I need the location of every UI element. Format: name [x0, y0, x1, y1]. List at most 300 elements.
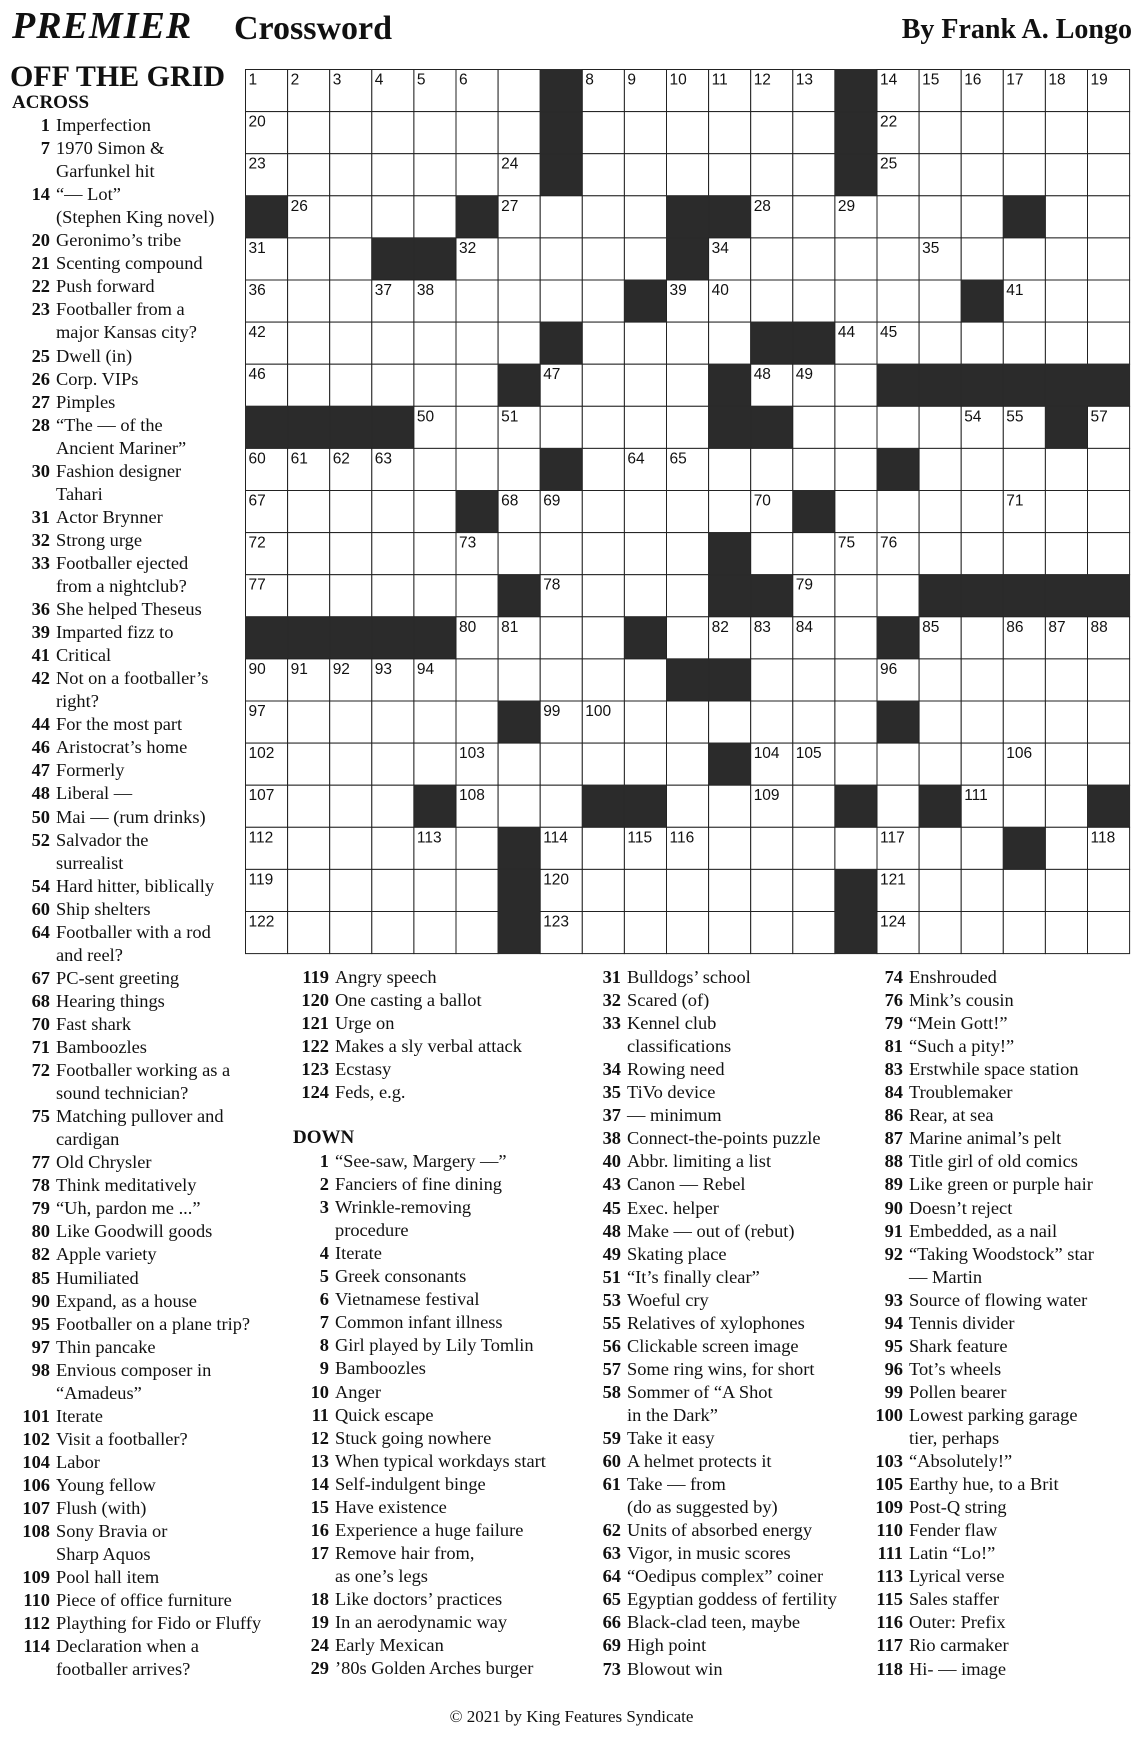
grid-cell[interactable] — [414, 448, 456, 490]
grid-cell[interactable] — [793, 448, 835, 490]
grid-cell[interactable] — [288, 533, 330, 575]
grid-cell[interactable] — [667, 869, 709, 911]
grid-cell[interactable] — [624, 322, 666, 364]
grid-cell[interactable] — [751, 112, 793, 154]
grid-cell[interactable] — [835, 280, 877, 322]
grid-cell[interactable] — [330, 364, 372, 406]
grid-cell[interactable] — [582, 112, 624, 154]
grid-cell[interactable] — [372, 785, 414, 827]
grid-cell[interactable] — [919, 448, 961, 490]
grid-cell[interactable] — [624, 533, 666, 575]
cell-number: 88 — [1090, 618, 1108, 636]
grid-cell[interactable] — [330, 869, 372, 911]
grid-cell[interactable] — [919, 406, 961, 448]
grid-cell[interactable] — [667, 406, 709, 448]
grid-cell[interactable] — [372, 322, 414, 364]
grid-cell[interactable] — [540, 533, 582, 575]
grid-cell[interactable] — [624, 701, 666, 743]
grid-cell[interactable] — [709, 448, 751, 490]
grid-cell[interactable] — [330, 112, 372, 154]
clue-text: Ship shelters — [56, 898, 151, 919]
grid-cell[interactable] — [835, 448, 877, 490]
grid-cell[interactable] — [835, 701, 877, 743]
grid-cell[interactable] — [835, 659, 877, 701]
grid-cell[interactable] — [751, 238, 793, 280]
grid-cell[interactable] — [288, 322, 330, 364]
grid-cell[interactable] — [372, 491, 414, 533]
grid-cell[interactable] — [414, 912, 456, 954]
clue-text: “Mein Gott!” — [909, 1013, 1008, 1034]
grid-cell[interactable] — [919, 154, 961, 196]
grid-cell[interactable] — [372, 196, 414, 238]
grid-cell[interactable] — [667, 533, 709, 575]
grid-cell[interactable] — [288, 912, 330, 954]
grid-cell[interactable] — [582, 238, 624, 280]
clue-text: Young fellow — [56, 1474, 156, 1495]
grid-cell[interactable] — [372, 112, 414, 154]
grid-cell[interactable] — [1088, 491, 1130, 533]
grid-cell[interactable] — [667, 322, 709, 364]
grid-cell[interactable] — [793, 912, 835, 954]
grid-cell[interactable] — [667, 912, 709, 954]
grid-cell[interactable] — [456, 322, 498, 364]
grid-cell[interactable] — [667, 112, 709, 154]
grid-cell[interactable] — [582, 448, 624, 490]
grid-cell[interactable] — [372, 912, 414, 954]
cell-number: 40 — [711, 282, 729, 299]
grid-cell[interactable] — [582, 154, 624, 196]
clue-text: Salvador the — [56, 829, 149, 850]
grid-cell[interactable] — [288, 743, 330, 785]
clue-number: 15 — [310, 1496, 329, 1517]
grid-cell[interactable] — [961, 659, 1003, 701]
grid-cell[interactable] — [709, 912, 751, 954]
grid-cell[interactable] — [456, 659, 498, 701]
grid-cell[interactable] — [877, 238, 919, 280]
grid-cell[interactable] — [793, 785, 835, 827]
grid-cell[interactable] — [624, 659, 666, 701]
grid-cell[interactable] — [582, 659, 624, 701]
grid-cell[interactable] — [624, 406, 666, 448]
grid-cell[interactable] — [1088, 154, 1130, 196]
grid-cell[interactable] — [835, 491, 877, 533]
grid-cell[interactable] — [582, 406, 624, 448]
grid-cell[interactable] — [372, 869, 414, 911]
grid-cell[interactable] — [1088, 280, 1130, 322]
grid-cell[interactable] — [456, 869, 498, 911]
black-square — [1088, 575, 1130, 617]
grid-cell[interactable] — [667, 785, 709, 827]
grid-cell[interactable] — [582, 322, 624, 364]
grid-cell[interactable] — [793, 406, 835, 448]
grid-cell[interactable] — [1088, 448, 1130, 490]
grid-cell[interactable] — [1088, 869, 1130, 911]
grid-cell[interactable] — [1045, 154, 1087, 196]
grid-cell[interactable] — [498, 659, 540, 701]
grid-cell[interactable] — [709, 701, 751, 743]
grid-cell[interactable] — [961, 701, 1003, 743]
grid-cell[interactable] — [919, 112, 961, 154]
grid-cell[interactable] — [372, 575, 414, 617]
grid-cell[interactable] — [961, 491, 1003, 533]
grid-cell[interactable] — [667, 743, 709, 785]
grid-cell[interactable] — [624, 869, 666, 911]
grid-cell[interactable] — [498, 238, 540, 280]
cell-number: 80 — [459, 618, 477, 636]
grid-cell[interactable] — [1003, 322, 1045, 364]
grid-cell[interactable] — [961, 238, 1003, 280]
clue-text: (Stephen King novel) — [56, 207, 215, 228]
grid-cell[interactable] — [456, 701, 498, 743]
grid-cell[interactable] — [540, 238, 582, 280]
grid-cell[interactable] — [835, 617, 877, 659]
grid-cell[interactable] — [540, 785, 582, 827]
grid-cell[interactable] — [877, 196, 919, 238]
grid-cell[interactable] — [498, 533, 540, 575]
grid-cell[interactable] — [919, 912, 961, 954]
grid-cell[interactable] — [1088, 112, 1130, 154]
grid-cell[interactable] — [582, 491, 624, 533]
grid-cell[interactable] — [498, 70, 540, 112]
grid-cell[interactable] — [709, 491, 751, 533]
grid-cell[interactable] — [709, 322, 751, 364]
grid-cell[interactable] — [498, 743, 540, 785]
grid-cell[interactable] — [919, 533, 961, 575]
grid-cell[interactable] — [667, 617, 709, 659]
grid-cell[interactable] — [414, 364, 456, 406]
grid-cell[interactable] — [414, 869, 456, 911]
grid-cell[interactable] — [498, 448, 540, 490]
grid-cell[interactable] — [456, 827, 498, 869]
grid-cell[interactable] — [919, 743, 961, 785]
grid-cell[interactable] — [414, 533, 456, 575]
grid-cell[interactable] — [877, 491, 919, 533]
clue-text: sound technician? — [56, 1083, 189, 1104]
grid-cell[interactable] — [540, 196, 582, 238]
grid-cell[interactable] — [919, 322, 961, 364]
grid-cell[interactable] — [582, 869, 624, 911]
grid-cell[interactable] — [624, 575, 666, 617]
grid-cell[interactable] — [793, 659, 835, 701]
grid-cell[interactable] — [961, 196, 1003, 238]
grid-cell[interactable] — [751, 869, 793, 911]
grid-cell[interactable] — [877, 280, 919, 322]
grid-cell[interactable] — [919, 491, 961, 533]
grid-cell[interactable] — [330, 238, 372, 280]
grid-cell[interactable] — [835, 743, 877, 785]
grid-cell[interactable] — [330, 912, 372, 954]
grid-cell[interactable] — [1003, 659, 1045, 701]
cell-number: 55 — [1006, 408, 1024, 426]
grid-cell[interactable] — [372, 154, 414, 196]
brand-title: PREMIER — [12, 5, 193, 47]
grid-cell[interactable] — [709, 785, 751, 827]
grid-cell[interactable] — [1088, 912, 1130, 954]
grid-cell[interactable] — [751, 827, 793, 869]
grid-cell[interactable] — [288, 112, 330, 154]
grid-cell[interactable] — [1045, 448, 1087, 490]
grid-cell[interactable] — [835, 827, 877, 869]
clue-text: Latin “Lo!” — [909, 1543, 996, 1564]
grid-cell[interactable] — [835, 575, 877, 617]
grid-cell[interactable] — [709, 154, 751, 196]
grid-cell[interactable] — [582, 617, 624, 659]
grid-cell[interactable] — [709, 827, 751, 869]
grid-cell[interactable] — [1088, 659, 1130, 701]
grid-cell[interactable] — [456, 575, 498, 617]
grid-cell[interactable] — [330, 827, 372, 869]
grid-cell[interactable] — [1003, 448, 1045, 490]
clue-number: 101 — [22, 1405, 50, 1426]
grid-cell[interactable] — [1003, 912, 1045, 954]
grid-cell[interactable] — [540, 743, 582, 785]
grid-cell[interactable] — [919, 869, 961, 911]
grid-cell[interactable] — [330, 701, 372, 743]
clue-text: Geronimo’s tribe — [56, 230, 182, 251]
grid-cell[interactable] — [751, 448, 793, 490]
cell-number: 73 — [459, 534, 477, 552]
grid-cell[interactable] — [1045, 912, 1087, 954]
grid-cell[interactable] — [456, 112, 498, 154]
grid-cell[interactable] — [330, 154, 372, 196]
grid-cell[interactable] — [624, 743, 666, 785]
clue-text: Labor — [56, 1451, 100, 1472]
grid-cell[interactable] — [540, 280, 582, 322]
grid-cell[interactable] — [582, 912, 624, 954]
grid-cell[interactable] — [1088, 533, 1130, 575]
grid-cell[interactable] — [793, 238, 835, 280]
grid-cell[interactable] — [414, 491, 456, 533]
grid-cell[interactable] — [330, 196, 372, 238]
grid-cell[interactable] — [1003, 112, 1045, 154]
grid-cell[interactable] — [751, 280, 793, 322]
grid-cell[interactable] — [793, 112, 835, 154]
grid-cell[interactable] — [540, 617, 582, 659]
cell-number: 64 — [627, 450, 645, 468]
grid-cell[interactable] — [793, 154, 835, 196]
grid-cell[interactable] — [582, 196, 624, 238]
grid-cell[interactable] — [540, 406, 582, 448]
grid-cell[interactable] — [624, 196, 666, 238]
clue-text: Plaything for Fido or Fluffy — [56, 1613, 262, 1634]
grid-cell[interactable] — [835, 406, 877, 448]
grid-cell[interactable] — [919, 701, 961, 743]
grid-cell[interactable] — [835, 238, 877, 280]
grid-cell[interactable] — [498, 322, 540, 364]
grid-cell[interactable] — [961, 869, 1003, 911]
cell-number: 96 — [880, 660, 898, 678]
crossword-grid[interactable] — [245, 69, 1133, 957]
grid-cell[interactable] — [877, 743, 919, 785]
grid-cell[interactable] — [414, 701, 456, 743]
grid-cell[interactable] — [582, 743, 624, 785]
grid-cell[interactable] — [330, 322, 372, 364]
grid-cell[interactable] — [919, 280, 961, 322]
grid-cell[interactable] — [1003, 533, 1045, 575]
grid-cell[interactable] — [456, 364, 498, 406]
grid-cell[interactable] — [961, 912, 1003, 954]
grid-cell[interactable] — [835, 364, 877, 406]
grid-cell[interactable] — [624, 238, 666, 280]
grid-cell[interactable] — [667, 154, 709, 196]
grid-cell[interactable] — [1003, 154, 1045, 196]
grid-cell[interactable] — [1088, 701, 1130, 743]
grid-cell[interactable] — [793, 701, 835, 743]
grid-cell[interactable] — [330, 785, 372, 827]
grid-cell[interactable] — [961, 154, 1003, 196]
grid-cell[interactable] — [624, 112, 666, 154]
grid-cell[interactable] — [1045, 196, 1087, 238]
grid-cell[interactable] — [667, 575, 709, 617]
grid-cell[interactable] — [793, 196, 835, 238]
black-square — [709, 406, 751, 448]
grid-cell[interactable] — [961, 827, 1003, 869]
grid-cell[interactable] — [961, 112, 1003, 154]
grid-cell[interactable] — [540, 659, 582, 701]
grid-cell[interactable] — [751, 912, 793, 954]
grid-cell[interactable] — [751, 659, 793, 701]
grid-cell[interactable] — [709, 869, 751, 911]
clue-text: Skating place — [627, 1243, 727, 1264]
grid-cell[interactable] — [624, 364, 666, 406]
grid-cell[interactable] — [1045, 743, 1087, 785]
grid-cell[interactable] — [709, 112, 751, 154]
cell-number: 5 — [416, 71, 426, 89]
grid-cell[interactable] — [751, 533, 793, 575]
grid-cell[interactable] — [372, 743, 414, 785]
grid-cell[interactable] — [456, 912, 498, 954]
grid-cell[interactable] — [1088, 238, 1130, 280]
grid-cell[interactable] — [582, 575, 624, 617]
grid-cell[interactable] — [372, 827, 414, 869]
grid-cell[interactable] — [582, 827, 624, 869]
grid-cell[interactable] — [372, 701, 414, 743]
grid-cell[interactable] — [877, 785, 919, 827]
grid-cell[interactable] — [667, 364, 709, 406]
grid-cell[interactable] — [624, 491, 666, 533]
grid-cell[interactable] — [330, 491, 372, 533]
grid-cell[interactable] — [667, 701, 709, 743]
grid-cell[interactable] — [793, 827, 835, 869]
grid-cell[interactable] — [498, 112, 540, 154]
grid-cell[interactable] — [919, 827, 961, 869]
grid-cell[interactable] — [456, 280, 498, 322]
grid-cell[interactable] — [793, 869, 835, 911]
grid-cell[interactable] — [1045, 322, 1087, 364]
grid-cell[interactable] — [1003, 869, 1045, 911]
grid-cell[interactable] — [1045, 659, 1087, 701]
grid-cell[interactable] — [1045, 491, 1087, 533]
grid-cell[interactable] — [288, 364, 330, 406]
grid-cell[interactable] — [793, 280, 835, 322]
grid-cell[interactable] — [1045, 112, 1087, 154]
grid-cell[interactable] — [961, 743, 1003, 785]
grid-cell[interactable] — [624, 912, 666, 954]
grid-cell[interactable] — [498, 785, 540, 827]
grid-cell[interactable] — [1045, 280, 1087, 322]
clue-text: “Such a pity!” — [909, 1036, 1015, 1057]
grid-cell[interactable] — [414, 196, 456, 238]
grid-cell[interactable] — [582, 533, 624, 575]
grid-cell[interactable] — [414, 743, 456, 785]
grid-cell[interactable] — [877, 406, 919, 448]
grid-cell[interactable] — [288, 701, 330, 743]
grid-cell[interactable] — [961, 322, 1003, 364]
grid-cell[interactable] — [1045, 238, 1087, 280]
grid-cell[interactable] — [961, 617, 1003, 659]
grid-cell[interactable] — [751, 701, 793, 743]
clue-number: 95 — [31, 1313, 50, 1334]
grid-cell[interactable] — [288, 280, 330, 322]
grid-cell[interactable] — [751, 154, 793, 196]
grid-cell[interactable] — [1003, 785, 1045, 827]
clue-text: Earthy hue, to a Brit — [909, 1474, 1059, 1495]
grid-cell[interactable] — [288, 869, 330, 911]
grid-cell[interactable] — [961, 533, 1003, 575]
grid-cell[interactable] — [793, 533, 835, 575]
cell-number: 16 — [964, 71, 982, 89]
grid-cell[interactable] — [456, 406, 498, 448]
grid-cell[interactable] — [1045, 785, 1087, 827]
grid-cell[interactable] — [288, 238, 330, 280]
grid-cell[interactable] — [1088, 196, 1130, 238]
cell-number: 69 — [543, 492, 561, 510]
grid-cell[interactable] — [330, 533, 372, 575]
cell-number: 29 — [837, 197, 856, 215]
grid-cell[interactable] — [919, 659, 961, 701]
grid-cell[interactable] — [1045, 869, 1087, 911]
grid-cell[interactable] — [1045, 827, 1087, 869]
grid-cell[interactable] — [414, 322, 456, 364]
grid-cell[interactable] — [582, 364, 624, 406]
grid-cell[interactable] — [456, 448, 498, 490]
grid-cell[interactable] — [414, 154, 456, 196]
cell-number: 20 — [248, 113, 266, 131]
clue-text: Old Chrysler — [56, 1152, 152, 1173]
grid-cell[interactable] — [1045, 533, 1087, 575]
grid-cell[interactable] — [582, 280, 624, 322]
clue-text: Urge on — [335, 1013, 395, 1034]
clue-number: 73 — [602, 1658, 621, 1679]
grid-cell[interactable] — [330, 280, 372, 322]
grid-cell[interactable] — [288, 491, 330, 533]
grid-cell[interactable] — [414, 575, 456, 617]
grid-cell[interactable] — [624, 154, 666, 196]
grid-cell[interactable] — [414, 112, 456, 154]
grid-cell[interactable] — [330, 743, 372, 785]
clue-number: 32 — [602, 990, 621, 1011]
grid-cell[interactable] — [288, 827, 330, 869]
grid-cell[interactable] — [1088, 743, 1130, 785]
grid-cell[interactable] — [961, 448, 1003, 490]
grid-cell[interactable] — [667, 491, 709, 533]
grid-cell[interactable] — [1003, 238, 1045, 280]
cell-number: 65 — [669, 450, 687, 468]
grid-cell[interactable] — [456, 154, 498, 196]
grid-cell[interactable] — [1003, 701, 1045, 743]
grid-cell[interactable] — [498, 280, 540, 322]
grid-cell[interactable] — [372, 364, 414, 406]
grid-cell[interactable] — [919, 196, 961, 238]
grid-cell[interactable] — [372, 533, 414, 575]
grid-cell[interactable] — [1088, 322, 1130, 364]
grid-cell[interactable] — [1045, 701, 1087, 743]
grid-cell[interactable] — [288, 154, 330, 196]
grid-cell[interactable] — [288, 575, 330, 617]
grid-cell[interactable] — [330, 575, 372, 617]
grid-cell[interactable] — [877, 575, 919, 617]
grid-cell[interactable] — [288, 785, 330, 827]
